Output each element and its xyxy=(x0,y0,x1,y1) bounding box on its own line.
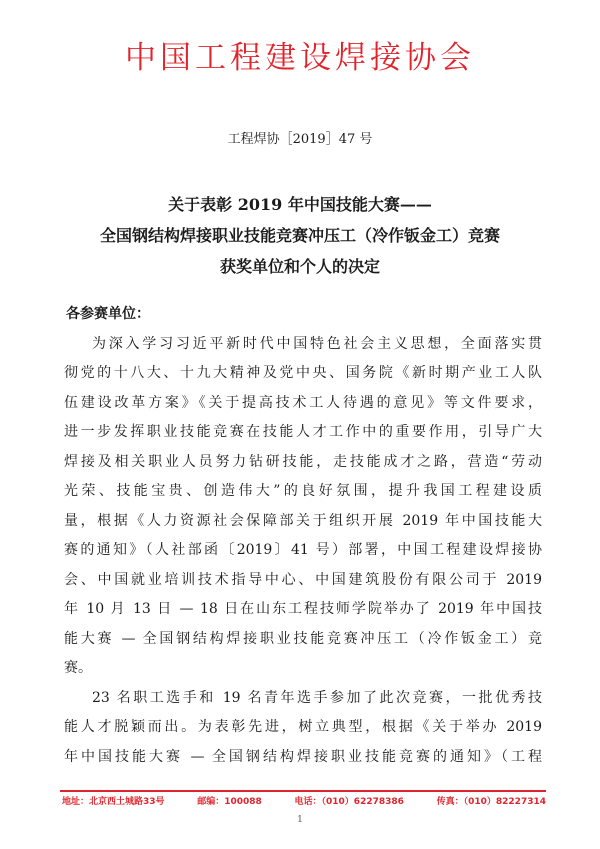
paragraph-line: 赛。 xyxy=(64,660,92,676)
footer-divider xyxy=(60,790,546,792)
paragraph-line: 能大赛 — 全国钢结构焊接职业技能竞赛冲压工（冷作钣金工）竞 xyxy=(64,630,542,647)
paragraph-line: 光荣、技能宝贵、创造伟大”的良好氛围，提升我国工程建设质 xyxy=(64,483,542,499)
paragraph-1 xyxy=(64,330,542,684)
organization-header: 中国工程建设焊接协会 xyxy=(125,40,475,76)
paragraph-line: 赛的通知》（人社部函〔2019〕41 号）部署，中国工程建设焊接协 xyxy=(64,542,542,558)
addressee: 各参赛单位： xyxy=(66,306,150,322)
paragraph-line: 年中国技能大赛 — 全国钢结构焊接职业技能竞赛的通知》（工程 xyxy=(64,748,542,765)
paragraph-2 xyxy=(64,684,542,773)
footer-contact xyxy=(62,794,546,807)
document-body xyxy=(64,300,542,772)
paragraph-line: 能人才脱颖而出。为表彰先进，树立典型，根据《关于举办 2019 xyxy=(64,719,542,735)
footer-phone: 电话：（010）62278386 xyxy=(294,797,404,807)
paragraph-line: 进一步发挥职业技能竞赛在技能人才工作中的重要作用，引导广大 xyxy=(64,424,542,440)
paragraph-line: 量，根据《人力资源社会保障部关于组织开展 2019 年中国技能大 xyxy=(64,512,542,529)
paragraph-line: 伍建设改革方案》《关于提高技术工人待遇的意见》等文件要求， xyxy=(64,394,542,411)
footer-fax: 传真：（010）82227314 xyxy=(436,797,546,807)
paragraph-line: 23 名职工选手和 19 名青年选手参加了此次竞赛，一批优秀技 xyxy=(92,689,542,706)
document-number: 工程焊协［2019］47 号 xyxy=(227,132,373,147)
paragraph-line: 彻党的十八大、十九大精神及党中央、国务院《新时期产业工人队 xyxy=(64,365,542,381)
paragraph-line: 焊接及相关职业人员努力钻研技能，走技能成才之路，营造“劳动 xyxy=(64,453,542,470)
paragraph-line: 年 10 月 13 日 — 18 日在山东工程技师学院举办了 2019 年中国技 xyxy=(64,601,542,617)
paragraph-line: 会、中国就业培训技术指导中心、中国建筑股份有限公司于 2019 xyxy=(64,571,542,588)
footer-address: 地址：北京西土城路33号 xyxy=(62,797,165,807)
title-line-1: 关于表彰 2019 年中国技能大赛—— xyxy=(168,195,432,214)
paragraph-line: 为深入学习习近平新时代中国特色社会主义思想，全面落实贯 xyxy=(92,335,542,352)
title-line-3: 获奖单位和个人的决定 xyxy=(219,257,380,276)
title-line-2: 全国钢结构焊接职业技能竞赛冲压工（冷作钣金工）竞赛 xyxy=(99,226,500,245)
page-number: 1 xyxy=(297,815,303,825)
document-title xyxy=(0,189,600,282)
footer-postcode: 邮编：100088 xyxy=(197,797,262,807)
